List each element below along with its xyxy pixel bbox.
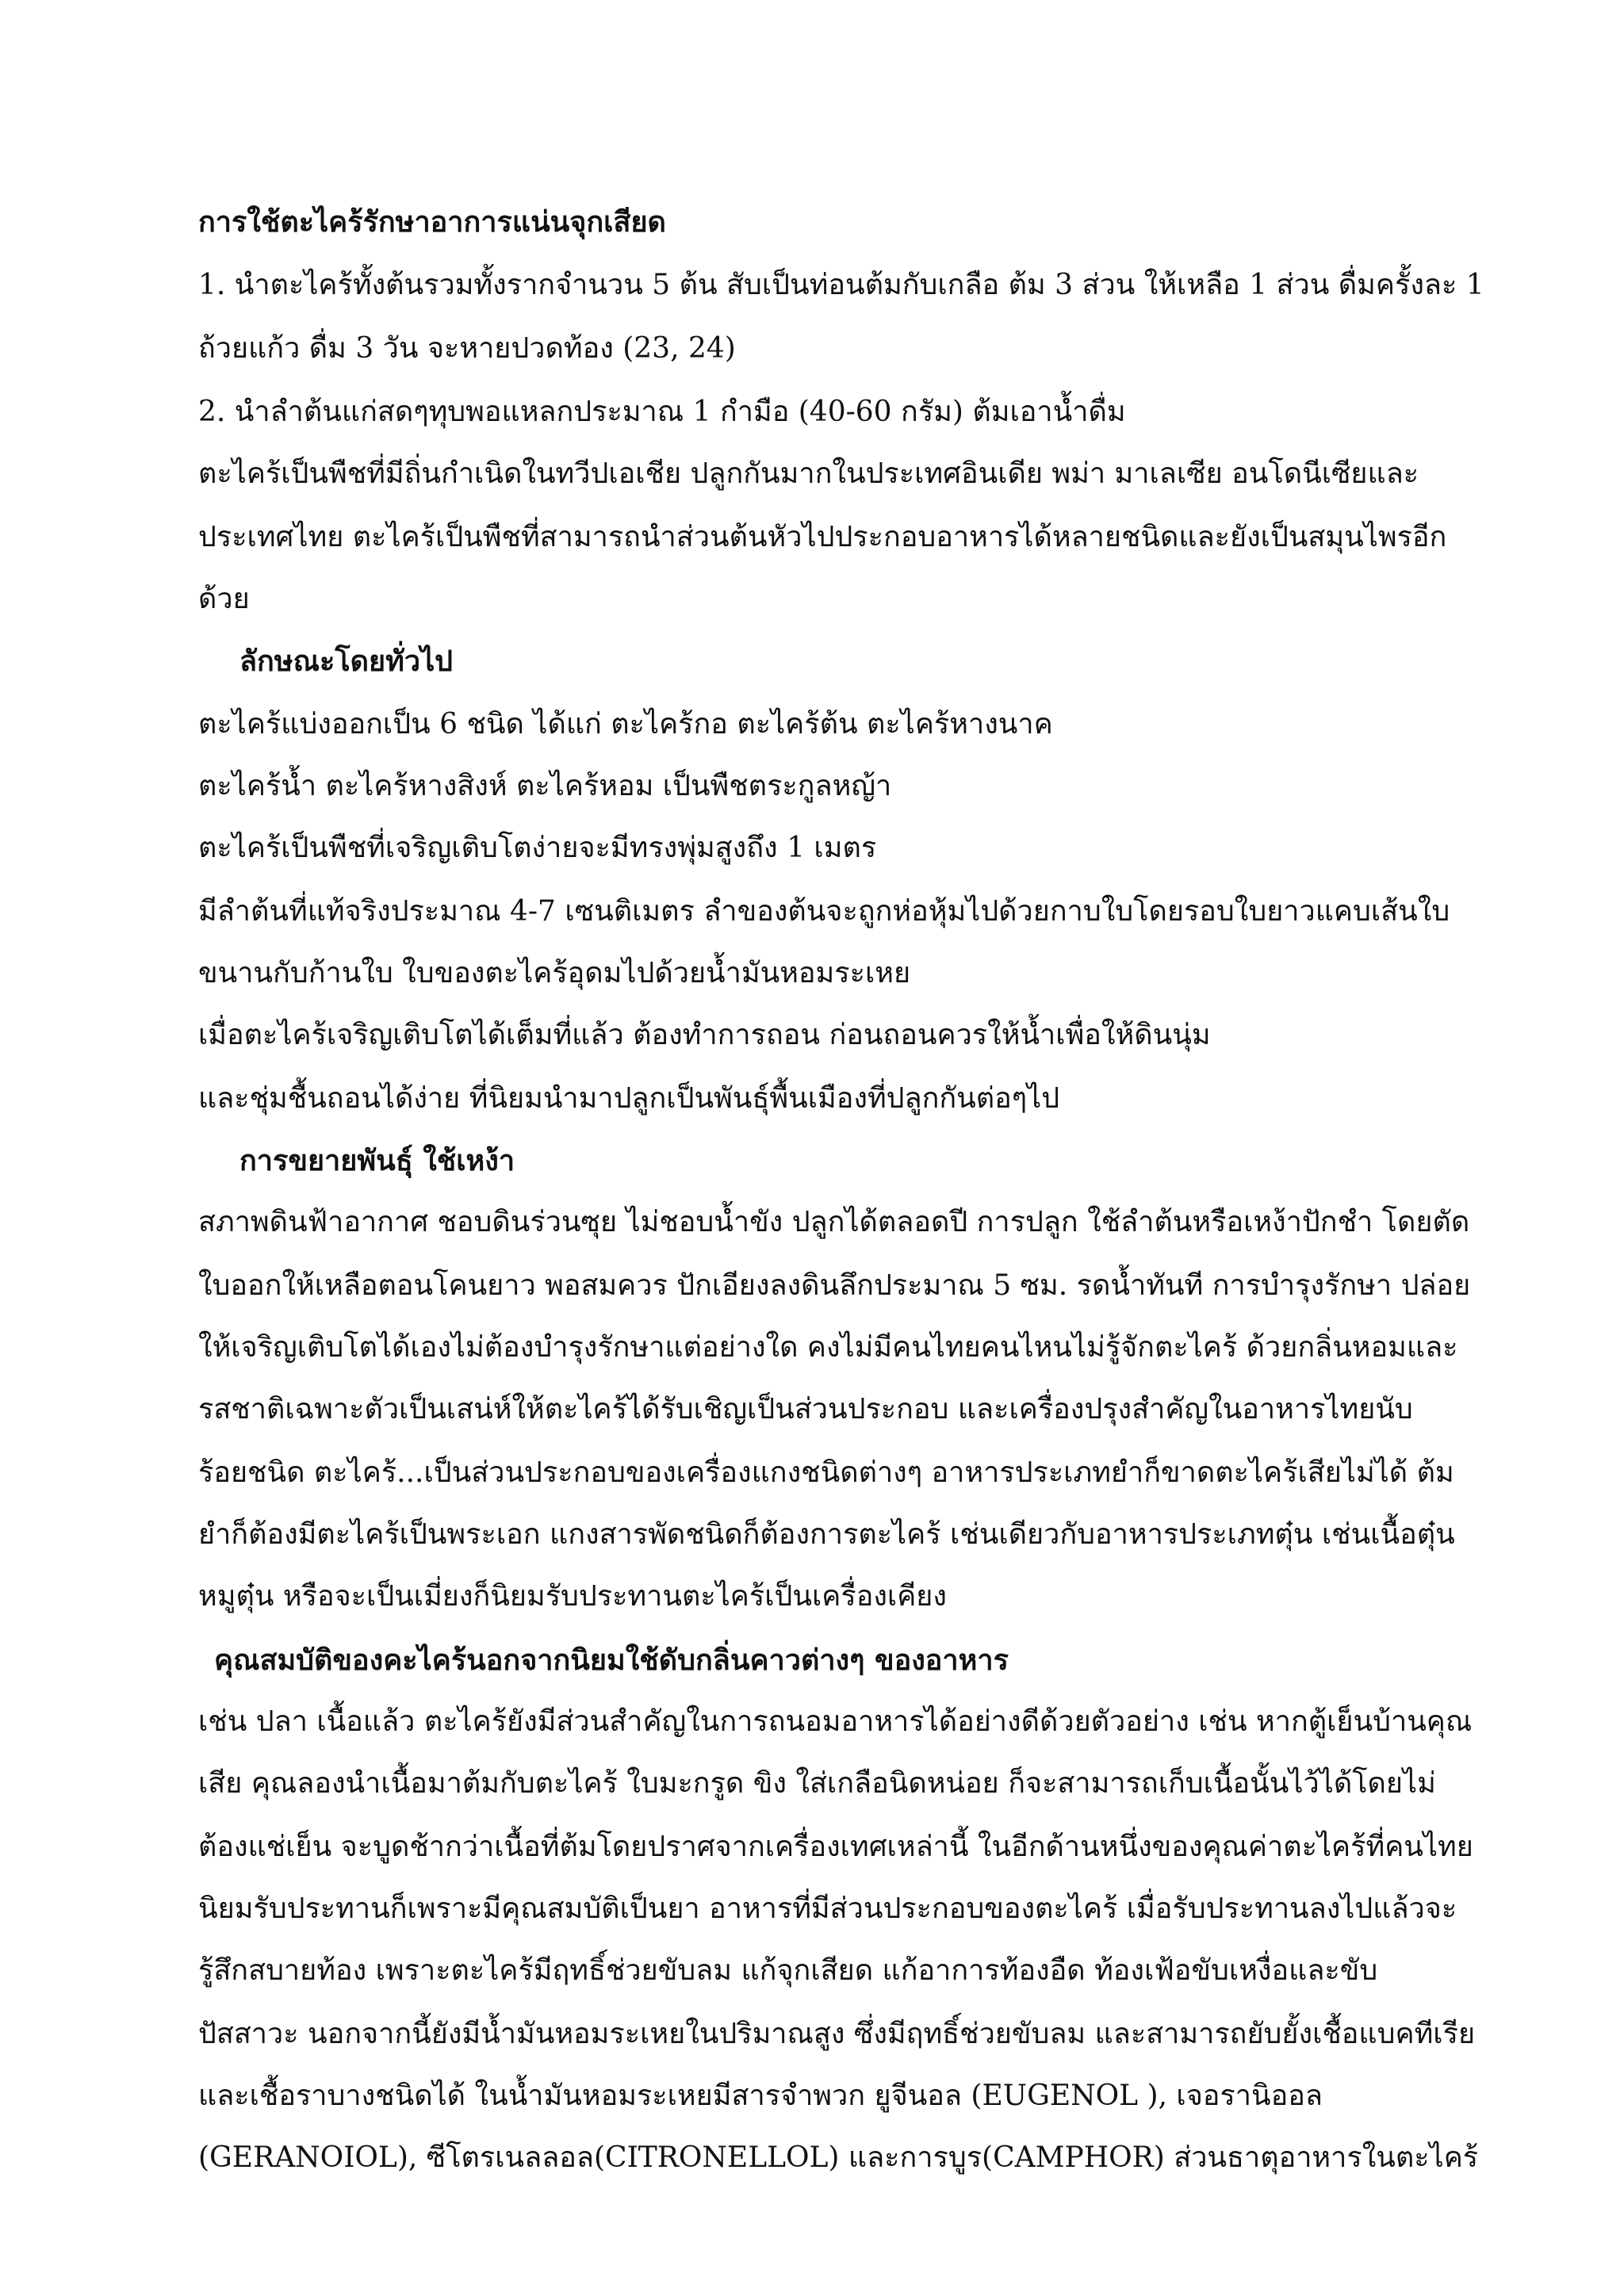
text-line: เมื่อตะไคร้เจริญเติบโตได้เต็มที่แล้ว ต้องทำการถอน ก่อนถอนควรให้น้ำเพื่อให้ดินนุ่ม <box>198 1019 1211 1051</box>
heading-lemongrass-treatment: การใช้ตะไคร้รักษาอาการแน่นจุกเสียด <box>198 205 666 239</box>
text-line: มีลำต้นที่แท้จริงประมาณ 4-7 เซนติเมตร ลำของต้นจะถูกห่อหุ้มไปด้วยกาบใบโดยรอบใบยาวแคบเส้นใบ <box>198 895 1450 928</box>
text-line: ตะไคร้น้ำ ตะไคร้หางสิงห์ ตะไคร้หอม เป็นพืชตระกูลหญ้า <box>198 770 892 802</box>
text-line: ขนานกับก้านใบ ใบของตะไคร้อุดมไปด้วยน้ำมันหอมระเหย <box>198 957 911 989</box>
text-line: เสีย คุณลองนำเนื้อมาต้มกับตะไคร้ ใบมะกรูด ขิง ใส่เกลือนิดหน่อย ก็จะสามารถเก็บเนื้อนั้นไว้ได้โดยไม่ <box>198 1767 1436 1800</box>
text-line: ให้เจริญเติบโตได้เองไม่ต้องบำรุงรักษาแต่อย่างใด คงไม่มีคนไทยคนไหนไม่รู้จักตะไคร้ ด้วยกลิ่นหอมและ <box>198 1331 1458 1364</box>
text-line: 1. นำตะไคร้ทั้งต้นรวมทั้งรากจำนวน 5 ต้น สับเป็นท่อนต้มกับเกลือ ต้ม 3 ส่วน ให้เหลือ 1 ส่วน ดื่มครั้งละ 1 <box>198 269 1484 301</box>
text-line: ร้อยชนิด ตะไคร้...เป็นส่วนประกอบของเครื่องแกงชนิดต่างๆ อาหารประเภทยำก็ขาดตะไคร้เสียไม่ได้ ต้ม <box>198 1456 1454 1489</box>
text-line: และเชื้อราบางชนิดได้ ในน้ำมันหอมระเหยมีสารจำพวก ยูจีนอล (EUGENOL ), เจอรานิออล <box>198 2080 1323 2112</box>
text-line: นิยมรับประทานก็เพราะมีคุณสมบัติเป็นยา อาหารที่มีส่วนประกอบของตะไคร้ เมื่อรับประทานลงไปแล้วจะ <box>198 1892 1457 1925</box>
text-line: ตะไคร้แบ่งออกเป็น 6 ชนิด ได้แก่ ตะไคร้กอ ตะไคร้ต้น ตะไคร้หางนาค <box>198 708 1053 740</box>
text-line: ตะไคร้เป็นพืชที่มีถิ่นกำเนิดในทวีปเอเชีย ปลูกกันมากในประเทศอินเดีย พม่า มาเลเซีย อนโดนีเซียและ <box>198 457 1419 490</box>
heading-general-characteristics: ลักษณะโดยทั่วไป <box>239 645 454 678</box>
text-line: (GERANOIOL), ซีโตรเนลลอล(CITRONELLOL) และการบูร(CAMPHOR) ส่วนธาตุอาหารในตะไคร้ <box>198 2141 1479 2174</box>
text-line: ด้วย <box>198 583 250 615</box>
text-line: หมูตุ๋น หรือจะเป็นเมี่ยงก็นิยมรับประทานตะไคร้เป็นเครื่องเคียง <box>198 1580 947 1613</box>
heading-properties: คุณสมบัติของคะไคร้นอกจากนิยมใช้ดับกลิ่นคาวต่างๆ ของอาหาร <box>214 1644 1009 1677</box>
text-line: ถ้วยแก้ว ดื่ม 3 วัน จะหายปวดท้อง (23, 24) <box>198 332 736 365</box>
text-line: ตะไคร้เป็นพืชที่เจริญเติบโตง่ายจะมีทรงพุ่มสูงถึง 1 เมตร <box>198 832 877 864</box>
text-line: 2. นำลำต้นแก่สดๆทุบพอแหลกประมาณ 1 กำมือ (40-60 กรัม) ต้มเอาน้ำดื่ม <box>198 396 1126 428</box>
text-line: สภาพดินฟ้าอากาศ ชอบดินร่วนซุย ไม่ชอบน้ำขัง ปลูกได้ตลอดปี การปลูก ใช้ลำต้นหรือเหง้าปักชำ โดยตัด <box>198 1206 1470 1238</box>
text-line: ประเทศไทย ตะไคร้เป็นพืชที่สามารถนำส่วนต้นหัวไปประกอบอาหารได้หลายชนิดและยังเป็นสมุนไพรอีก <box>198 521 1447 553</box>
heading-propagation: การขยายพันธุ์ ใช้เหง้า <box>239 1144 515 1177</box>
text-line: ใบออกให้เหลือตอนโคนยาว พอสมควร ปักเอียงลงดินลึกประมาณ 5 ซม. รดน้ำทันที การบำรุงรักษา ปล่อย <box>198 1269 1471 1302</box>
text-line: เช่น ปลา เนื้อแล้ว ตะไคร้ยังมีส่วนสำคัญในการถนอมอาหารได้อย่างดีด้วยตัวอย่าง เช่น หากตู้เย็นบ้านคุณ <box>198 1705 1473 1738</box>
text-line: ยำก็ต้องมีตะไคร้เป็นพระเอก แกงสารพัดชนิดก็ต้องการตะไคร้ เช่นเดียวกับอาหารประเภทตุ๋น เช่นเนื้อตุ๋น <box>198 1518 1455 1551</box>
text-line: รสชาติเฉพาะตัวเป็นเสน่ห์ให้ตะไคร้ได้รับเชิญเป็นส่วนประกอบ และเครื่องปรุงสำคัญในอาหารไทยนับ <box>198 1393 1413 1425</box>
text-line: ปัสสาวะ นอกจากนี้ยังมีน้ำมันหอมระเหยในปริมาณสูง ซึ่งมีฤทธิ์ช่วยขับลม และสามารถยับยั้งเชื้อแบคทีเรีย <box>198 2018 1476 2050</box>
text-line: ต้องแช่เย็น จะบูดช้ากว่าเนื้อที่ต้มโดยปราศจากเครื่องเทศเหล่านี้ ในอีกด้านหนึ่งของคุณค่าตะไคร้ที่คนไทย <box>198 1831 1473 1863</box>
text-line: และชุ่มชื้นถอนได้ง่าย ที่นิยมนำมาปลูกเป็นพันธุ์พื้นเมืองที่ปลูกกันต่อๆไป <box>198 1082 1060 1115</box>
text-line: รู้สึกสบายท้อง เพราะตะไคร้มีฤทธิ์ช่วยขับลม แก้จุกเสียด แก้อาการท้องอืด ท้องเฟ้อขับเหงื่อและขับ <box>198 1954 1378 1987</box>
